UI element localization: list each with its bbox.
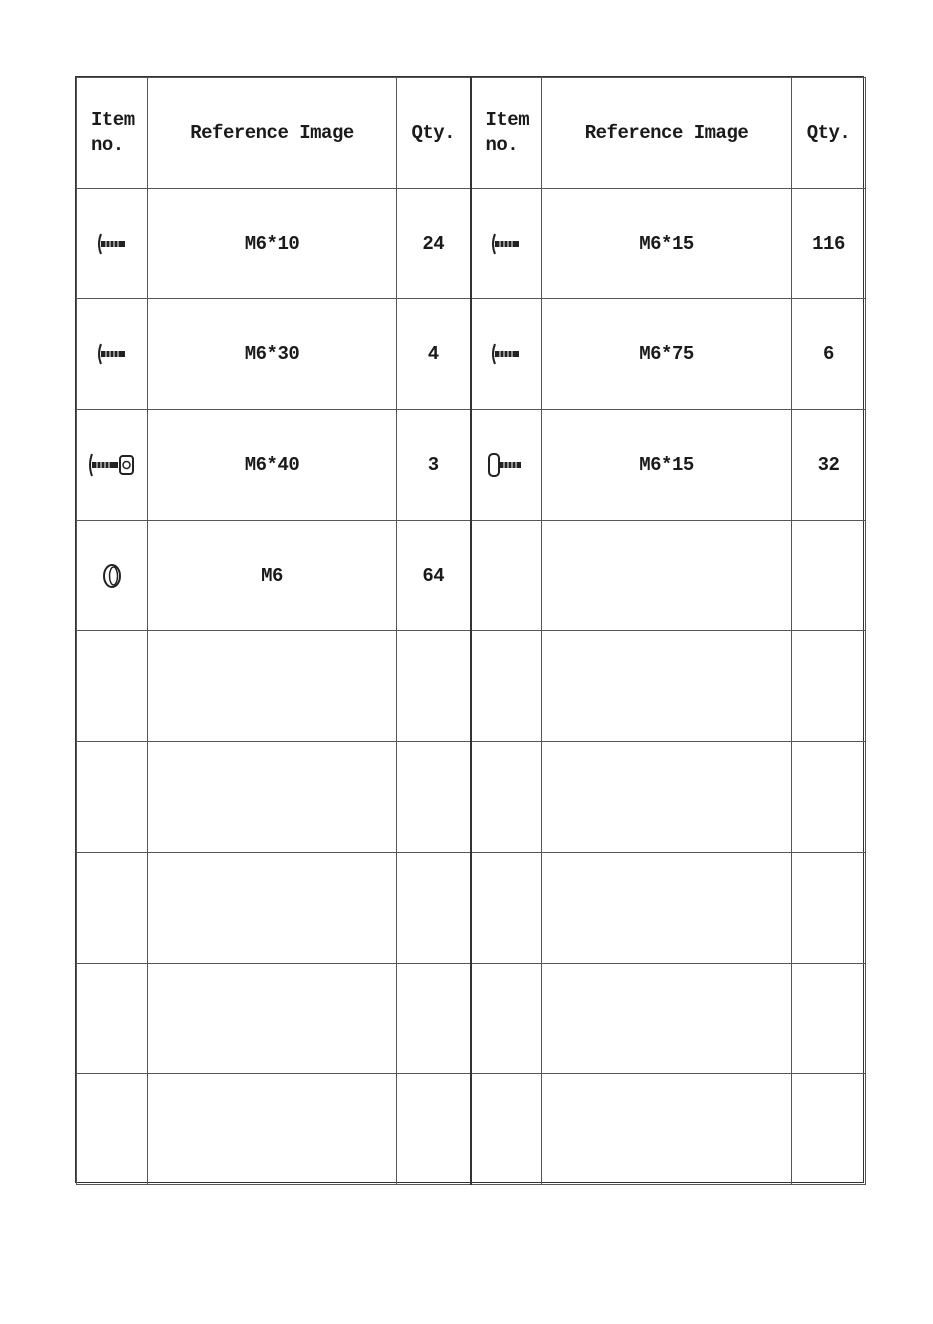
reference-cell xyxy=(542,1074,792,1185)
qty-cell: 24 xyxy=(397,188,471,299)
item-cell xyxy=(77,1074,148,1185)
washer-icon xyxy=(100,562,124,590)
reference-cell xyxy=(148,631,397,742)
reference-cell: M6*15 xyxy=(542,188,792,299)
item-cell xyxy=(471,1074,542,1185)
header-reference-image: Reference Image xyxy=(148,78,397,189)
reference-cell xyxy=(148,742,397,853)
item-cell xyxy=(77,299,148,410)
hardware-table xyxy=(76,77,866,1185)
qty-cell xyxy=(397,631,471,742)
header-qty: Qty. xyxy=(792,78,866,189)
table-row xyxy=(77,410,866,521)
item-cell xyxy=(471,742,542,853)
item-cell xyxy=(471,299,542,410)
reference-cell: M6*10 xyxy=(148,188,397,299)
reference-cell xyxy=(542,520,792,631)
reference-cell xyxy=(148,1074,397,1185)
reference-cell: M6*40 xyxy=(148,410,397,521)
reference-cell: M6*75 xyxy=(542,299,792,410)
reference-cell: M6 xyxy=(148,520,397,631)
reference-cell: M6*15 xyxy=(542,410,792,521)
screw-icon xyxy=(489,231,523,257)
table-row xyxy=(77,631,866,742)
item-cell xyxy=(471,631,542,742)
item-cell xyxy=(77,742,148,853)
header-row xyxy=(77,78,866,189)
header-qty: Qty. xyxy=(397,78,471,189)
qty-cell: 3 xyxy=(397,410,471,521)
table-row xyxy=(77,299,866,410)
reference-cell xyxy=(148,852,397,963)
screw-with-nut-icon xyxy=(87,451,137,479)
item-cell xyxy=(471,410,542,521)
item-cell xyxy=(77,410,148,521)
item-cell xyxy=(77,520,148,631)
header-item-no: Item no. xyxy=(471,78,542,189)
reference-cell xyxy=(542,852,792,963)
qty-cell xyxy=(792,631,866,742)
item-cell xyxy=(471,520,542,631)
header-item-no: Item no. xyxy=(77,78,148,189)
qty-cell: 6 xyxy=(792,299,866,410)
barrel-bolt-icon xyxy=(485,450,527,480)
qty-cell xyxy=(792,520,866,631)
item-cell xyxy=(77,631,148,742)
item-cell xyxy=(471,852,542,963)
qty-cell: 64 xyxy=(397,520,471,631)
qty-cell: 32 xyxy=(792,410,866,521)
header-reference-image: Reference Image xyxy=(542,78,792,189)
qty-cell xyxy=(397,742,471,853)
qty-cell xyxy=(792,852,866,963)
reference-cell xyxy=(542,963,792,1074)
item-cell xyxy=(471,963,542,1074)
qty-cell xyxy=(792,742,866,853)
table-row xyxy=(77,742,866,853)
qty-cell xyxy=(397,963,471,1074)
table-row xyxy=(77,520,866,631)
qty-cell xyxy=(397,852,471,963)
item-cell xyxy=(77,852,148,963)
item-cell xyxy=(77,963,148,1074)
reference-cell xyxy=(542,631,792,742)
qty-cell xyxy=(792,1074,866,1185)
qty-cell: 4 xyxy=(397,299,471,410)
screw-icon xyxy=(95,231,129,257)
table-row xyxy=(77,188,866,299)
screw-icon xyxy=(95,341,129,367)
item-cell xyxy=(471,188,542,299)
qty-cell: 116 xyxy=(792,188,866,299)
table-row xyxy=(77,1074,866,1185)
reference-cell xyxy=(542,742,792,853)
reference-cell xyxy=(148,963,397,1074)
item-cell xyxy=(77,188,148,299)
qty-cell xyxy=(792,963,866,1074)
table-row xyxy=(77,852,866,963)
reference-cell: M6*30 xyxy=(148,299,397,410)
hardware-parts-sheet xyxy=(75,76,864,1183)
screw-icon xyxy=(489,341,523,367)
table-row xyxy=(77,963,866,1074)
qty-cell xyxy=(397,1074,471,1185)
